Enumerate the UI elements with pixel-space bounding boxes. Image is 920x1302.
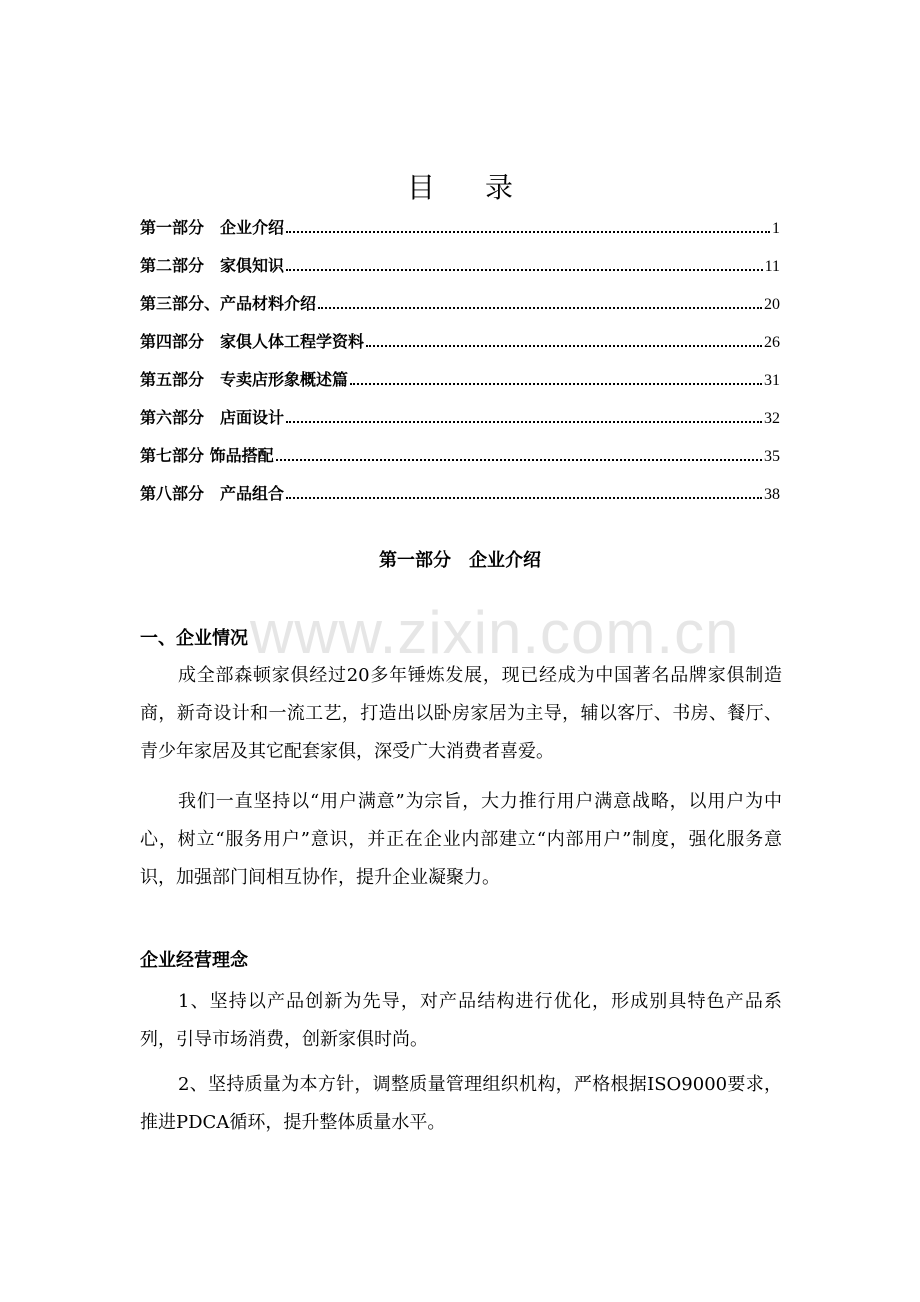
toc-leader-dots bbox=[366, 331, 762, 347]
paragraph: 2、坚持质量为本方针，调整质量管理组织机构，严格根据ISO9000要求，推进PDCA循环，提升整体质量水平。 bbox=[140, 1074, 782, 1133]
toc-leader-dots bbox=[350, 369, 762, 385]
toc-title-right: 录 bbox=[485, 171, 514, 204]
heading-company-overview: 一、企业情况 bbox=[140, 628, 248, 649]
toc-entry[interactable] bbox=[140, 404, 780, 428]
toc-entry-label: 第一部分 企业介绍 bbox=[140, 218, 285, 237]
toc-entry-label: 第七部分 饰品搭配 bbox=[140, 446, 274, 465]
toc-entry-label: 第六部分 店面设计 bbox=[140, 408, 285, 427]
toc-entry-page: 35 bbox=[764, 448, 780, 465]
toc-entry-page: 11 bbox=[764, 258, 780, 275]
toc-entry-page: 32 bbox=[764, 410, 780, 427]
toc-title-left: 目 bbox=[406, 171, 435, 204]
toc-leader-dots bbox=[286, 217, 770, 233]
toc-entry[interactable] bbox=[140, 214, 780, 238]
toc-leader-dots bbox=[286, 255, 763, 271]
toc-leader-dots bbox=[286, 407, 762, 423]
watermark: www.zixin.com.cn bbox=[250, 599, 740, 666]
toc-entry[interactable] bbox=[140, 290, 780, 314]
toc-title bbox=[0, 166, 920, 206]
toc-entry-label: 第四部分 家俱人体工程学资料 bbox=[140, 332, 365, 351]
toc-leader-dots bbox=[286, 483, 762, 499]
paragraph: 我们一直坚持以“用户满意”为宗旨，大力推行用户满意战略，以用户为中心，树立“服务用户”意识，并正在企业内部建立“内部用户”制度，强化服务意识，加强部门间相互协作，提升企业凝聚力。 bbox=[140, 791, 782, 888]
toc-entry[interactable] bbox=[140, 328, 780, 352]
toc-entry-page: 1 bbox=[772, 220, 780, 237]
heading-business-philosophy: 企业经营理念 bbox=[140, 950, 248, 971]
toc-entry-label: 第五部分 专卖店形象概述篇 bbox=[140, 370, 349, 389]
toc-entry[interactable] bbox=[140, 442, 780, 466]
toc-entry[interactable] bbox=[140, 252, 780, 276]
toc-entry-label: 第八部分 产品组合 bbox=[140, 484, 285, 503]
section-title: 第一部分 企业介绍 bbox=[379, 550, 541, 571]
toc-entry-page: 26 bbox=[764, 334, 780, 351]
toc-entry-label: 第二部分 家俱知识 bbox=[140, 256, 285, 275]
toc-entry-label: 第三部分、产品材料介绍 bbox=[140, 294, 317, 313]
toc-leader-dots bbox=[276, 445, 762, 461]
toc-leader-dots bbox=[318, 293, 762, 309]
toc-entry[interactable] bbox=[140, 480, 780, 504]
toc-entry-page: 20 bbox=[764, 296, 780, 313]
paragraph: 成全部森顿家俱经过20多年锤炼发展，现已经成为中国著名品牌家俱制造商，新奇设计和一流工艺，打造出以卧房家居为主导，辅以客厅、书房、餐厅、青少年家居及其它配套家俱，深受广大消费者喜爱。 bbox=[140, 665, 782, 762]
toc-entry[interactable] bbox=[140, 366, 780, 390]
paragraph: 1、坚持以产品创新为先导，对产品结构进行优化，形成别具特色产品系列，引导市场消费，创新家俱时尚。 bbox=[140, 991, 782, 1050]
toc-entry-page: 38 bbox=[764, 486, 780, 503]
toc-entry-page: 31 bbox=[764, 372, 780, 389]
